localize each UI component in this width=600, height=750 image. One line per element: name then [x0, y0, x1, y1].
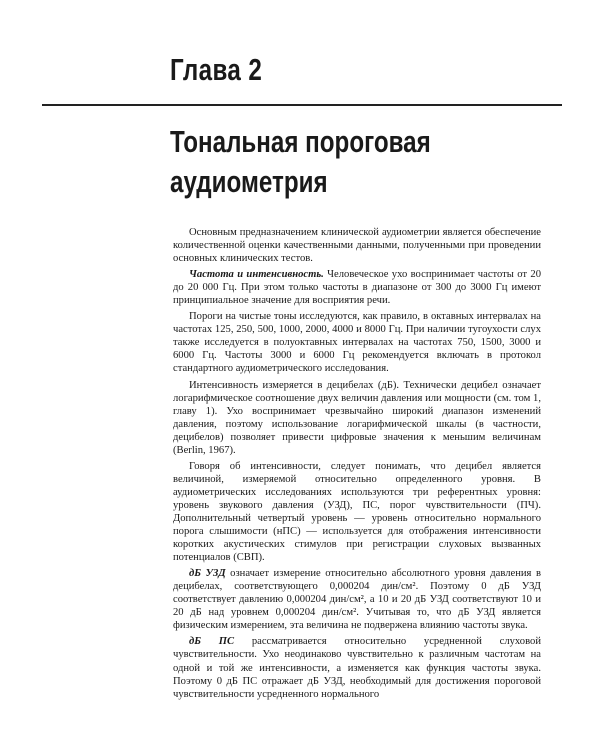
- chapter-title: [170, 122, 431, 202]
- body-text: [173, 226, 541, 704]
- chapter-title-line-2: аудиометрия: [170, 164, 328, 199]
- paragraph: [173, 460, 541, 564]
- paragraph: [173, 310, 541, 375]
- paragraph-text: Человеческое ухо воспринимает частоты от 20 до 20 000 Гц. При этом только частоты в диапазоне от 300 до 3000 Гц имеют принципиальное значение для восприятия речи.: [173, 269, 541, 307]
- run-in-heading: дБ ПС: [189, 636, 235, 648]
- paragraph: [173, 268, 541, 307]
- header-rule: [42, 104, 562, 106]
- paragraph-text: Основным предназначением клинической аудиометрии является обеспечение количественной оценки качественными данными, полученными при проведении основных клинических тестов.: [173, 227, 541, 265]
- paragraph-text: Пороги на чистые тоны исследуются, как правило, в октавных интервалах на частотах 125, 250, 500, 1000, 2000, 4000 и 8000 Гц. При наличии тугоухости слух также исследуется в полуоктавных интервалах на частотах 750, 1500, 3000 и 6000 Гц. Частоты 3000 и 6000 Гц рекомендуется включать в протокол стандартного аудиометрического исследования.: [173, 311, 541, 375]
- paragraph-text: Интенсивность измеряется в децибелах (дБ). Технически децибел означает логарифмическое соотношение двух величин давления или мощности (см. том 1, главу 1). Ухо воспринимает чрезвычайно широкий диапазон изменений давления, поэтому использование логарифмической шкалы (в частности, децибелов) позволяет привести цифровые значения к меньшим величинам (Berlin, 1967).: [173, 379, 541, 456]
- run-in-heading: дБ УЗД: [189, 568, 226, 580]
- run-in-heading: Частота и интенсивность.: [189, 269, 324, 281]
- paragraph: [173, 226, 541, 265]
- paragraph: [173, 635, 541, 700]
- chapter-title-line-1: Тональная пороговая: [170, 124, 431, 159]
- paragraph-text: означает измерение относительно абсолютного уровня давления в децибелах, соответствующего 0,000204 дин/см². Поэтому 0 дБ УЗД соответствует давлению 0,000204 дин/см², а 10 и 20 дБ УЗД соответствуют 10 и 20 дБ над уровнем 0,000204 дин/см². Учитывая то, что дБ УЗД является физическим измерением, эта величина не подвержена влиянию частоты звука.: [173, 568, 541, 632]
- paragraph-text: Говоря об интенсивности, следует понимать, что децибел является величиной, измеряемой относительно определенного уровня. В аудиометрических исследованиях используются три референтных уровня: уровень звукового давления (УЗД), ПС, порог чувствительности (ПЧ). Дополнительный четвертый уровень — уровень относительно нормального порога слышимости (нПС) — используется для отображения интенсивности коротких акустических стимулов при регистрации слуховых вызванных потенциалов (СВП).: [173, 460, 541, 564]
- chapter-label: Глава 2: [170, 52, 263, 87]
- paragraph: [173, 567, 541, 632]
- paragraph-text: рассматривается относительно усредненной слуховой чувствительности. Ухо неодинаково чувствительно к различным частотам на одной и той же интенсивности, а изменяется как функция частоты звука. Поэтому 0 дБ ПС отражает дБ УЗД, необходимый для достижения пороговой чувствительности усредненного нормального: [173, 636, 541, 700]
- paragraph: [173, 379, 541, 457]
